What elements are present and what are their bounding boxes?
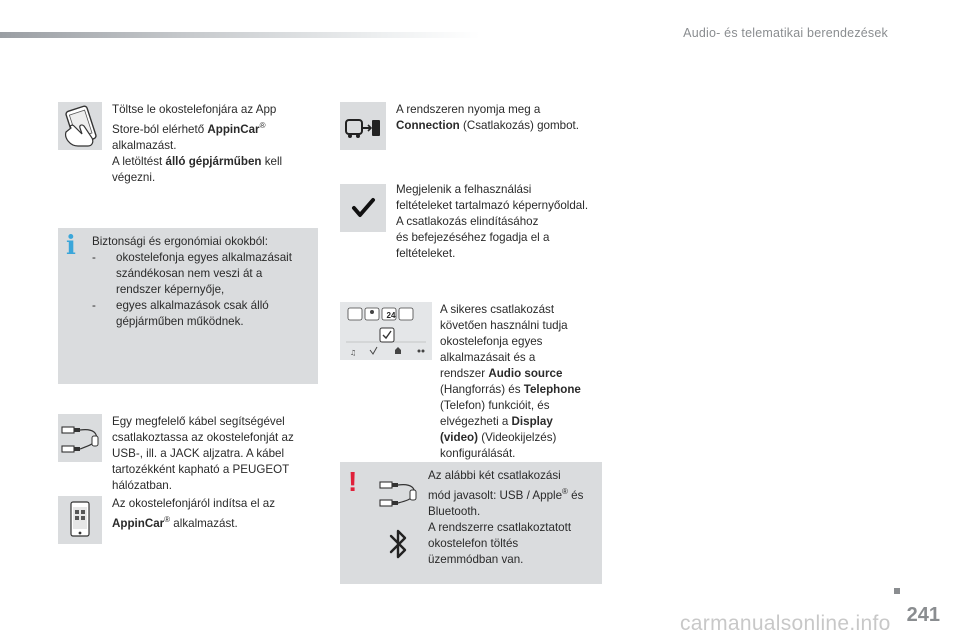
connection-instructions bbox=[396, 102, 616, 134]
parked-vehicle-emphasis: álló gépjárműben bbox=[165, 154, 262, 168]
success-line-prefix: (Hangforrás) és bbox=[440, 383, 524, 396]
warning-line-6: üzemmódban van. bbox=[428, 552, 524, 566]
page-marker bbox=[894, 588, 900, 594]
system-screen-thumbnail bbox=[340, 302, 432, 360]
display-function: Display bbox=[511, 415, 553, 428]
download-line-5: végezni. bbox=[112, 170, 156, 184]
section-title: Audio- és telematikai berendezések bbox=[683, 26, 888, 40]
download-line-1: Töltse le okostelefonjára az App bbox=[112, 103, 277, 116]
usb-jack-cable-icon bbox=[58, 414, 102, 462]
video-function: (video) bbox=[440, 431, 479, 444]
terms-instructions bbox=[396, 182, 616, 262]
connection-button-icon bbox=[340, 102, 386, 150]
cable-line: hálózatban. bbox=[112, 479, 172, 492]
header-gradient-bar bbox=[0, 32, 480, 38]
download-line-3: alkalmazást. bbox=[112, 138, 177, 152]
cable-line: USB-, ill. a JACK aljzatra. A kábel bbox=[112, 447, 285, 460]
warning-line-1: Az alábbi két csatlakozási bbox=[428, 469, 561, 482]
terms-line: A csatlakozás elindításához bbox=[396, 215, 539, 228]
safety-bullet bbox=[92, 250, 312, 298]
svg-text:♫: ♫ bbox=[350, 349, 357, 357]
cable-line: tartozékként kapható a PEUGEOT bbox=[112, 463, 290, 476]
warning-line-2-suffix: és bbox=[567, 488, 584, 502]
connection-button-name: Connection bbox=[396, 119, 460, 132]
safety-intro: Biztonsági és ergonómiai okokból: bbox=[92, 235, 268, 248]
terms-line: Megjelenik a felhasználási bbox=[396, 183, 532, 196]
page-number: 241 bbox=[906, 604, 940, 626]
bullet-dash: - bbox=[92, 251, 96, 264]
warning-line-2: mód javasolt: USB / Apple bbox=[428, 488, 563, 502]
success-line: követően használni tudja bbox=[440, 319, 568, 332]
terms-line: feltételeket tartalmazó képernyőoldal. bbox=[396, 199, 589, 212]
cable-line: csatlakoztassa az okostelefonját az bbox=[112, 431, 294, 444]
app-launch-phone-icon bbox=[58, 496, 102, 544]
launch-line-2-suffix: alkalmazást. bbox=[170, 516, 238, 530]
registered-mark: ® bbox=[259, 121, 266, 130]
safety-info-text bbox=[92, 234, 312, 330]
success-line: (Telefon) funkcióit, és bbox=[440, 399, 550, 412]
appincar-name: AppinCar bbox=[112, 516, 165, 530]
bullet-line: egyes alkalmazások csak álló bbox=[116, 299, 269, 312]
warning-line-4: A rendszerre csatlakoztatott bbox=[428, 520, 572, 534]
screen-badge: 24 bbox=[386, 311, 396, 320]
warning-line-3: Bluetooth. bbox=[428, 504, 481, 518]
registered-mark: ® bbox=[164, 515, 171, 524]
bullet-dash: - bbox=[92, 299, 96, 312]
bluetooth-icon bbox=[384, 524, 412, 564]
checkmark-icon bbox=[340, 184, 386, 232]
success-line-prefix: elvégezheti a bbox=[440, 415, 512, 428]
cable-line: Egy megfelelő kábel segítségével bbox=[112, 415, 285, 428]
terms-line: és befejezéséhez fogadja el a bbox=[396, 231, 550, 244]
registered-mark: ® bbox=[562, 487, 568, 496]
connection-warning-text bbox=[428, 468, 598, 568]
bullet-line: okostelefonja egyes alkalmazásait bbox=[116, 251, 292, 264]
connection-line-1: A rendszeren nyomja meg a bbox=[396, 103, 541, 116]
success-line: A sikeres csatlakozást bbox=[440, 303, 555, 316]
bullet-line: szándékosan nem veszi át a bbox=[116, 267, 263, 280]
download-line-4: A letöltést bbox=[112, 154, 166, 168]
bullet-line: gépjárműben működnek. bbox=[116, 315, 244, 328]
download-line-2: Store-ból elérhető bbox=[112, 122, 208, 136]
launch-instructions bbox=[112, 496, 322, 532]
watermark: carmanualsonline.info bbox=[680, 612, 891, 635]
telephone-function: Telephone bbox=[523, 383, 581, 396]
appincar-name: AppinCar bbox=[207, 122, 260, 136]
safety-bullet bbox=[92, 298, 312, 330]
warning-line-5: okostelefon töltés bbox=[428, 536, 519, 550]
success-line: alkalmazásait és a bbox=[440, 351, 536, 364]
success-line: konfigurálását. bbox=[440, 447, 516, 460]
usb-cable-icon bbox=[374, 468, 422, 516]
warning-exclamation-icon: ! bbox=[348, 466, 358, 497]
terms-line: feltételeket. bbox=[396, 247, 456, 260]
launch-line-1: Az okostelefonjáról indítsa el az bbox=[112, 497, 276, 510]
smartphone-touch-icon bbox=[58, 102, 102, 150]
info-icon: i bbox=[66, 231, 76, 261]
success-line-suffix: (Videokijelzés) bbox=[478, 431, 557, 444]
success-instructions bbox=[440, 302, 605, 462]
success-line: okostelefonja egyes bbox=[440, 335, 543, 348]
connection-line-2-suffix: (Csatlakozás) gombot. bbox=[459, 119, 579, 132]
cable-instructions bbox=[112, 414, 322, 494]
download-instructions bbox=[112, 102, 312, 186]
bullet-line: rendszer képernyője, bbox=[116, 283, 225, 296]
download-line-4-suffix: kell bbox=[261, 154, 283, 168]
success-line-prefix: rendszer bbox=[440, 367, 489, 380]
audio-source-function: Audio source bbox=[488, 367, 563, 380]
